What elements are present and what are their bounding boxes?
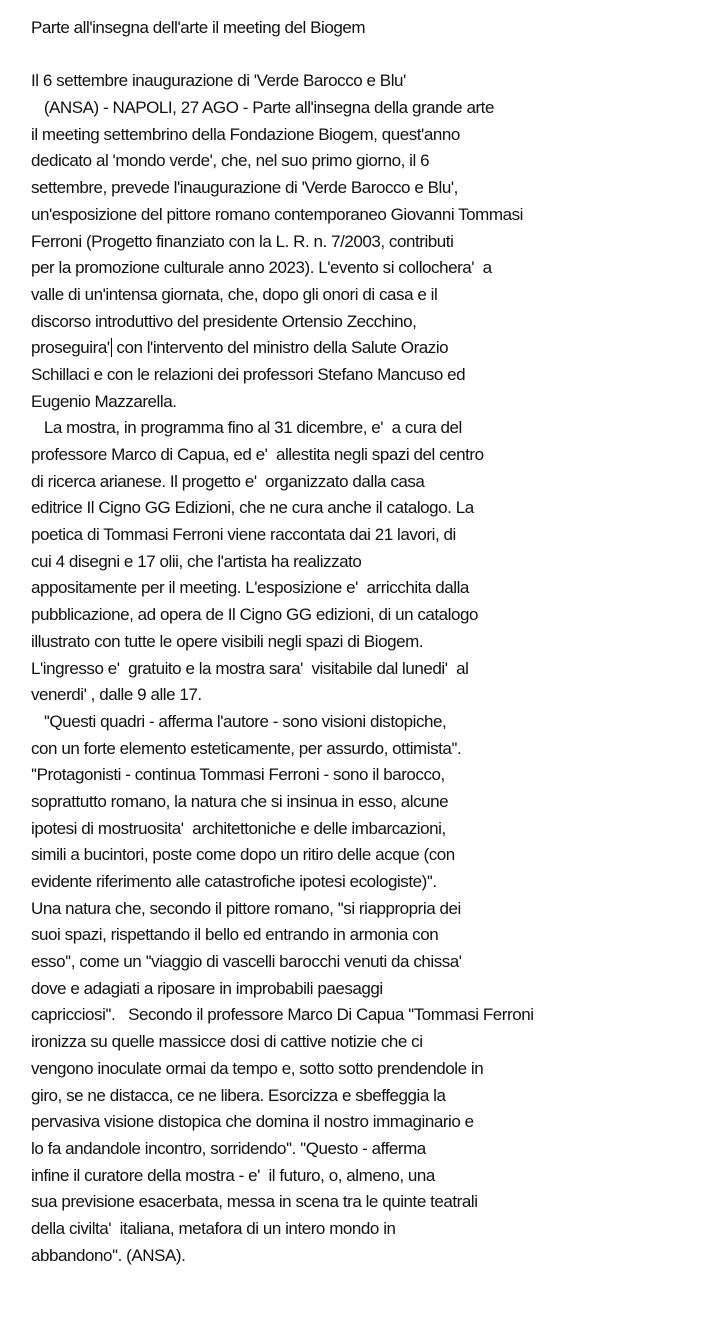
text-line: valle di un'intensa giornata, che, dopo gli onori di casa e il [31, 284, 438, 304]
text-line: editrice Il Cigno GG Edizioni, che ne cura anche il catalogo. La [31, 498, 474, 518]
text-line: professore Marco di Capua, ed e' allestita negli spazi del centro [31, 445, 484, 464]
text-line: evidente riferimento alle catastrofiche ipotesi ecologiste)''. [31, 872, 437, 891]
text-line: appositamente per il meeting. L'esposizione e' arricchita dalla [31, 578, 469, 598]
text-line: suoi spazi, rispettando il bello ed entrando in armonia con [31, 925, 439, 945]
text-line: giro, se ne distacca, ce ne libera. Esorcizza e sbeffeggia la [31, 1085, 446, 1105]
text-line: Eugenio Mazzarella. [31, 391, 177, 411]
text-line: ipotesi di mostruosita' architettoniche e delle imbarcazioni, [31, 818, 446, 838]
text-line: soprattutto romano, la natura che si insinua in esso, alcune [31, 791, 449, 811]
blank-line [31, 42, 711, 69]
text-line: poetica di Tommasi Ferroni viene raccontata dai 21 lavori, di [31, 525, 456, 545]
document-body[interactable] [31, 15, 711, 1269]
text-line: illustrato con tutte le opere visibili negli spazi di Biogem. [31, 631, 424, 651]
text-line: ''Questi quadri - afferma l'autore - sono visioni distopiche, [31, 711, 447, 731]
text-line: vengono inoculate ormai da tempo e, sotto sotto prendendole in [31, 1058, 484, 1078]
text-line: abbandono''. (ANSA). [31, 1245, 186, 1265]
text-line: settembre, prevede l'inaugurazione di 'Verde Barocco e Blu', [31, 178, 458, 198]
article-title: Parte all'insegna dell'arte il meeting del Biogem [31, 18, 366, 37]
text-line: pervasiva visione distopica che domina il nostro immaginario e [31, 1112, 474, 1132]
text-line: capricciosi''. Secondo il professore Marco Di Capua ''Tommasi Ferroni [31, 1005, 534, 1025]
text-line: pubblicazione, ad opera de Il Cigno GG edizioni, di un catalogo [31, 605, 479, 625]
text-line: il meeting settembrino della Fondazione Biogem, quest'anno [31, 124, 460, 144]
text-line: lo fa andandole incontro, sorridendo''. ''Questo - afferma [31, 1138, 426, 1158]
text-line: sua previsione esacerbata, messa in scena tra le quinte teatrali [31, 1192, 478, 1212]
text-line: simili a bucintori, poste come dopo un ritiro delle acque (con [31, 845, 455, 865]
text-line: L'ingresso e' gratuito e la mostra sara' visitabile dal lunedi' al [31, 658, 469, 678]
text-after-cursor: con l'intervento del ministro della Salute Orazio [112, 338, 449, 358]
text-line: un'esposizione del pittore romano contemporaneo Giovanni Tommasi [31, 204, 523, 224]
text-line: Schillaci e con le relazioni dei professori Stefano Mancuso ed [31, 364, 466, 384]
text-line: esso'', come un ''viaggio di vascelli barocchi venuti da chissa' [31, 952, 462, 972]
text-line: (ANSA) - NAPOLI, 27 AGO - Parte all'insegna della grande arte [31, 98, 494, 118]
text-line: ironizza su quelle massicce dosi di cattive notizie che ci [31, 1032, 423, 1052]
text-line: con un forte elemento esteticamente, per assurdo, ottimista''. [31, 738, 462, 758]
article-subtitle: Il 6 settembre inaugurazione di 'Verde Barocco e Blu' [31, 71, 406, 91]
text-line: La mostra, in programma fino al 31 dicembre, e' a cura del [31, 418, 462, 438]
text-line: Una natura che, secondo il pittore romano, ''si riappropria dei [31, 898, 461, 918]
text-line: Ferroni (Progetto finanziato con la L. R. n. 7/2003, contributi [31, 231, 454, 251]
text-before-cursor: proseguira' [31, 338, 110, 358]
text-line: per la promozione culturale anno 2023). L'evento si collochera' a [31, 258, 492, 278]
text-line: ''Protagonisti - continua Tommasi Ferroni - sono il barocco, [31, 765, 445, 785]
text-line: di ricerca arianese. Il progetto e' organizzato dalla casa [31, 471, 425, 491]
text-line: della civilta' italiana, metafora di un intero mondo in [31, 1218, 396, 1238]
text-line: discorso introduttivo del presidente Ortensio Zecchino, [31, 311, 417, 331]
text-line: venerdi' , dalle 9 alle 17. [31, 685, 202, 705]
text-line: dove e adagiati a riposare in improbabili paesaggi [31, 978, 383, 998]
text-line: dedicato al 'mondo verde', che, nel suo primo giorno, il 6 [31, 151, 430, 171]
text-line: infine il curatore della mostra - e' il futuro, o, almeno, una [31, 1165, 435, 1185]
text-line-with-cursor[interactable] [31, 335, 711, 362]
text-line: cui 4 disegni e 17 olii, che l'artista ha realizzato [31, 551, 362, 571]
